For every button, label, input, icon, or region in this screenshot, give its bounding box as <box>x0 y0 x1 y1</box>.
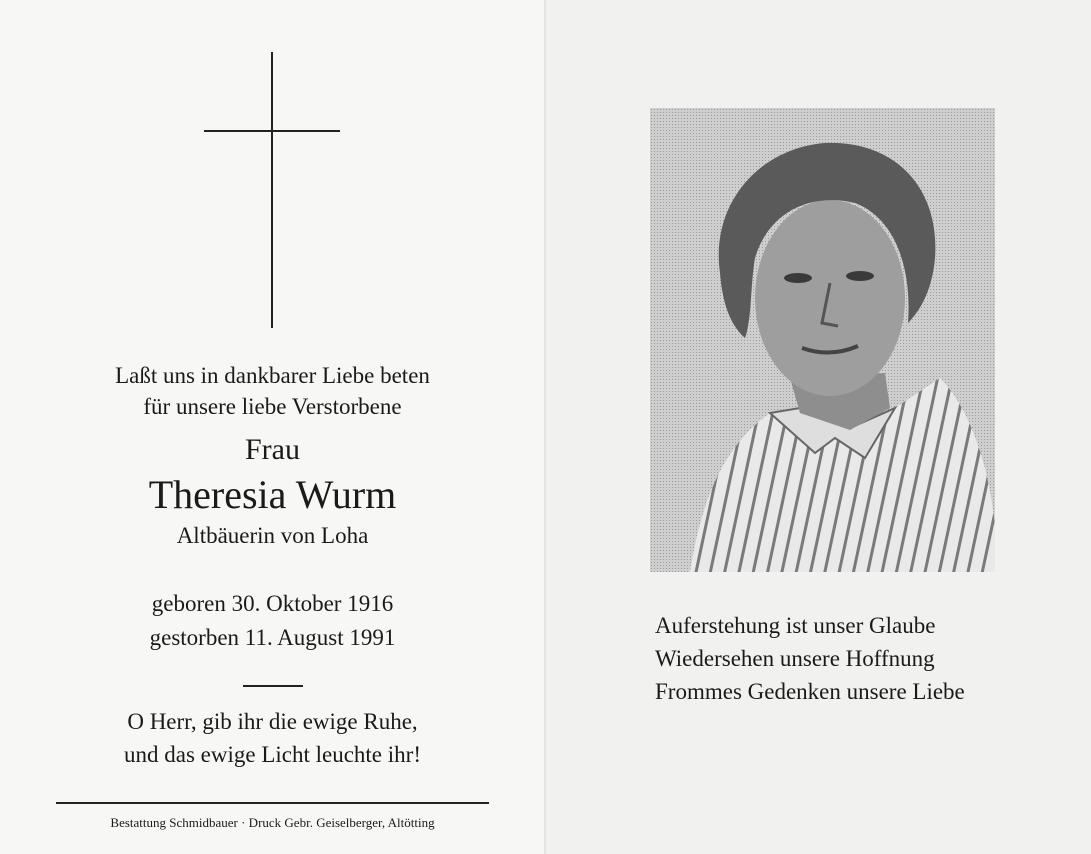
hope-verse-line-1: Auferstehung ist unser Glaube <box>655 613 936 638</box>
birth-date: geboren 30. Oktober 1916 <box>151 591 394 616</box>
footer-rule <box>56 802 489 804</box>
cross-icon <box>204 52 340 328</box>
closing-prayer-line-2: und das ewige Licht leuchte ihr! <box>124 742 421 767</box>
prayer-intro <box>0 360 545 422</box>
life-dates <box>0 587 545 655</box>
prayer-intro-line-2: für unsere liebe Verstorbene <box>143 394 402 419</box>
hope-verse <box>655 609 965 708</box>
salutation: Frau <box>245 433 300 466</box>
portrait-photo <box>650 108 995 572</box>
closing-prayer <box>0 705 545 771</box>
deceased-title: Altbäuerin von Loha <box>176 523 369 548</box>
prayer-intro-line-1: Laßt uns in dankbarer Liebe beten <box>115 363 430 388</box>
divider <box>243 685 303 687</box>
death-date: gestorben 11. August 1991 <box>149 625 396 650</box>
hope-verse-line-3: Frommes Gedenken unsere Liebe <box>655 679 965 704</box>
closing-prayer-line-1: O Herr, gib ihr die ewige Ruhe, <box>127 709 418 734</box>
deceased-name: Theresia Wurm <box>148 472 397 517</box>
printer-credit: Bestattung Schmidbauer · Druck Gebr. Geiselberger, Altötting <box>110 815 435 830</box>
hope-verse-line-2: Wiedersehen unsere Hoffnung <box>655 646 935 671</box>
